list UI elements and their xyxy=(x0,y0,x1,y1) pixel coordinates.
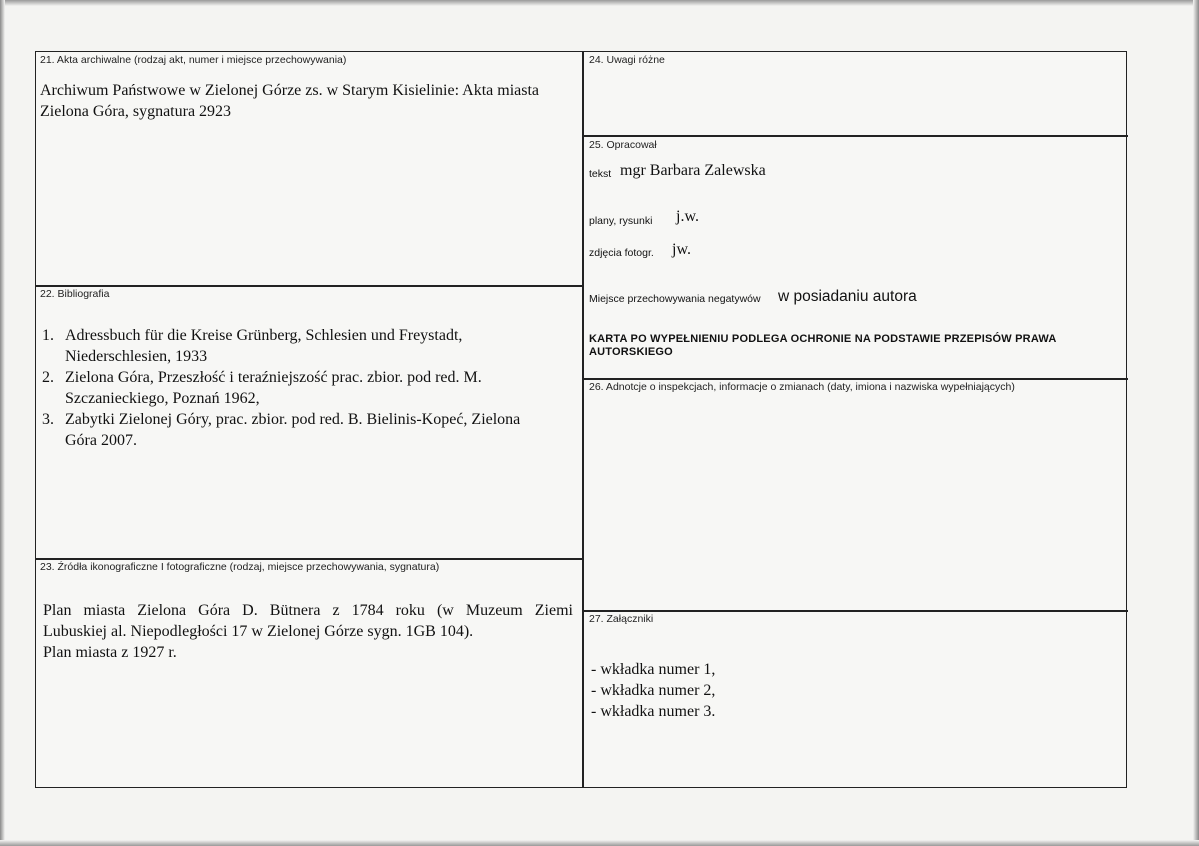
section-26-inspection-notes xyxy=(584,380,1128,610)
section-24-remarks xyxy=(584,52,1128,135)
zdjecia-label: zdjęcia fotogr. xyxy=(589,247,654,259)
section-26-label: 26. Adnotcje o inspekcjach, informacje o zmianach (daty, imiona i nazwiska wypełniających) xyxy=(589,381,1015,393)
plany-label: plany, rysunki xyxy=(589,215,653,227)
bibliography-item: 1. Adressbuch für die Kreise Grünberg, Schlesien und Freystadt, Niederschlesien, 1933 xyxy=(42,327,463,365)
scan-edge-top xyxy=(0,0,1199,6)
scan-edge-left xyxy=(0,0,5,846)
bibliography-item: 3. Zabytki Zielonej Góry, prac. zbior. pod red. B. Bielinis-Kopeć, Zielona Góra 2007. xyxy=(42,411,521,449)
section-23-line-2: Lubuskiej al. Niepodległości 17 w Zielonej Górze sygn. 1GB 104). xyxy=(43,623,474,640)
copyright-note xyxy=(589,333,1120,359)
section-21-archival-records xyxy=(36,52,582,285)
record-card-form xyxy=(35,51,1127,788)
scan-edge-bottom xyxy=(0,840,1199,846)
section-22-bibliography xyxy=(36,287,582,558)
negatywy-label: Miejsce przechowywania negatywów xyxy=(589,293,761,305)
copyright-note-line-1: KARTA PO WYPEŁNIENIU PODLEGA OCHRONIE NA PODSTAWIE PRZEPISÓW PRAWA xyxy=(589,333,1057,345)
bibliography-list xyxy=(40,325,570,451)
zdjecia-value: jw. xyxy=(672,241,691,258)
section-21-text xyxy=(40,80,580,122)
section-23-iconographic-sources xyxy=(36,560,582,787)
plany-value: j.w. xyxy=(676,208,699,225)
section-21-label: 21. Akta archiwalne (rodzaj akt, numer i miejsce przechowywania) xyxy=(40,54,347,66)
attachment-item: - wkładka numer 3. xyxy=(591,703,716,720)
section-27-attachments xyxy=(584,612,1128,787)
section-23-line-1: Plan miasta Zielona Góra D. Bütnera z 1784 roku (w Muzeum Ziemi xyxy=(43,602,573,619)
section-22-label: 22. Bibliografia xyxy=(40,288,110,300)
attachments-list xyxy=(591,659,715,722)
section-21-line-1: Archiwum Państwowe w Zielonej Górze zs. w Starym Kisielinie: Akta miasta xyxy=(40,82,540,99)
negatywy-value: w posiadaniu autora xyxy=(778,288,917,305)
attachment-item: - wkładka numer 1, xyxy=(591,661,716,678)
copyright-note-line-2: AUTORSKIEGO xyxy=(589,346,673,358)
section-23-text xyxy=(43,600,573,663)
section-24-label: 24. Uwagi różne xyxy=(589,54,665,66)
section-23-line-3: Plan miasta z 1927 r. xyxy=(43,644,177,661)
section-23-label: 23. Źródła ikonograficzne I fotograficzne (rodzaj, miejsce przechowywania, sygnatura) xyxy=(40,561,440,573)
scan-edge-right xyxy=(1193,0,1199,846)
section-25-label: 25. Opracował xyxy=(589,139,657,151)
section-25-prepared-by xyxy=(584,137,1128,378)
section-27-label: 27. Załączniki xyxy=(589,613,654,625)
tekst-value: mgr Barbara Zalewska xyxy=(620,162,766,179)
section-21-line-2: Zielona Góra, sygnatura 2923 xyxy=(40,103,232,120)
attachment-item: - wkładka numer 2, xyxy=(591,682,716,699)
bibliography-item: 2. Zielona Góra, Przeszłość i teraźniejszość prac. zbior. pod red. M. Szczanieckiego, Poznań 1962, xyxy=(42,369,482,407)
tekst-label: tekst xyxy=(589,168,612,180)
